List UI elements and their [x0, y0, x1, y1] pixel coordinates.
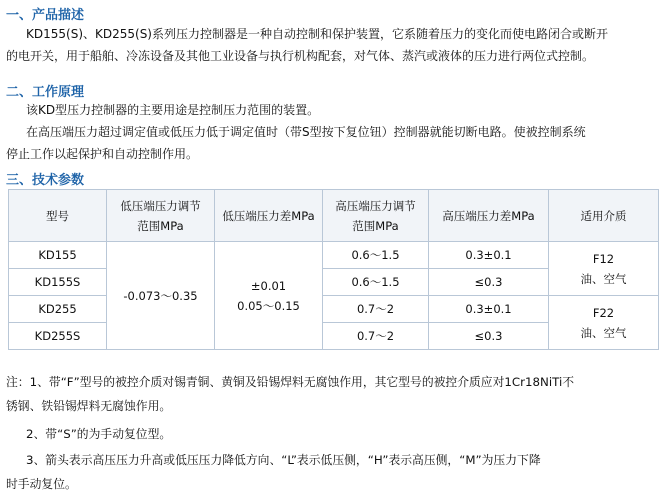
high-diff-cell: 0.3±0.1	[429, 296, 549, 323]
medium-cell-2	[549, 296, 659, 350]
high-diff-cell: 0.3±0.1	[429, 242, 549, 269]
medium-cell-1	[549, 242, 659, 296]
header-low-diff: 低压端压力差MPa	[215, 190, 323, 242]
header-high-range: 高压端压力调节范围MPa	[323, 190, 429, 242]
note-2: 2、带“S”的为手动复位型。	[26, 427, 172, 441]
model-cell: KD155	[9, 242, 107, 269]
high-range-cell: 0.6～1.5	[323, 242, 429, 269]
principle-line-2: 在高压端压力超过调定值或低压力低于调定值时（带S型按下复位钮）控制器就能切断电路。使被控制系统	[26, 125, 586, 139]
product-desc-line-1: KD155(S)、KD255(S)系列压力控制器是一种自动控制和保护装置，它系随着压力的变化而使电路闭合或断开	[26, 27, 608, 41]
header-model: 型号	[9, 190, 107, 242]
table-row	[9, 242, 659, 269]
section-title-principle: 二、工作原理	[6, 85, 85, 100]
principle-line-1: 该KD型压力控制器的主要用途是控制压力范围的装置。	[26, 103, 320, 117]
medium-1b: 油、空气	[580, 271, 627, 286]
table-row	[9, 296, 659, 323]
model-cell: KD155S	[9, 269, 107, 296]
medium-2b: 油、空气	[580, 325, 627, 340]
high-range-cell: 0.7～2	[323, 323, 429, 350]
low-diff-value-2: 0.05～0.15	[237, 298, 300, 313]
low-diff-value-1: ±0.01	[250, 278, 287, 293]
note-3-line-2: 时手动复位。	[6, 477, 77, 491]
section-title-product: 一、产品描述	[6, 8, 85, 23]
model-cell: KD255S	[9, 323, 107, 350]
note-1-line-2: 锈钢、铁铅锡焊料无腐蚀作用。	[6, 399, 172, 413]
header-high-diff: 高压端压力差MPa	[429, 190, 549, 242]
model-cell: KD255	[9, 296, 107, 323]
high-diff-cell: ≤0.3	[429, 323, 549, 350]
high-diff-cell: ≤0.3	[429, 269, 549, 296]
note-3-line-1: 3、箭头表示高压压力升高或低压压力降低方向、“L”表示低压侧，“H”表示高压侧，“M”为压力下降	[26, 453, 541, 467]
note-1-line-1: 注：1、带“F”型号的被控介质对锡青铜、黄铜及铅锡焊料无腐蚀作用，其它型号的被控介质应对1Cr18NiTi不	[6, 375, 575, 389]
high-range-cell: 0.6～1.5	[323, 269, 429, 296]
principle-line-3: 停止工作以起保护和自动控制作用。	[6, 147, 199, 161]
table-header-row	[9, 190, 659, 242]
header-low-range: 低压端压力调节范围MPa	[107, 190, 215, 242]
spec-table	[8, 189, 659, 350]
product-desc-line-2: 的电开关，用于船舶、冷冻设备及其他工业设备与执行机构配套，对气体、蒸汽或液体的压力进行两位式控制。	[6, 49, 595, 63]
section-title-specs: 三、技术参数	[6, 173, 85, 188]
header-medium: 适用介质	[549, 190, 659, 242]
low-range-cell: -0.073～0.35	[107, 242, 215, 350]
medium-1a: F12	[592, 251, 615, 266]
low-diff-cell	[215, 242, 323, 350]
high-range-cell: 0.7～2	[323, 296, 429, 323]
medium-2a: F22	[592, 305, 615, 320]
